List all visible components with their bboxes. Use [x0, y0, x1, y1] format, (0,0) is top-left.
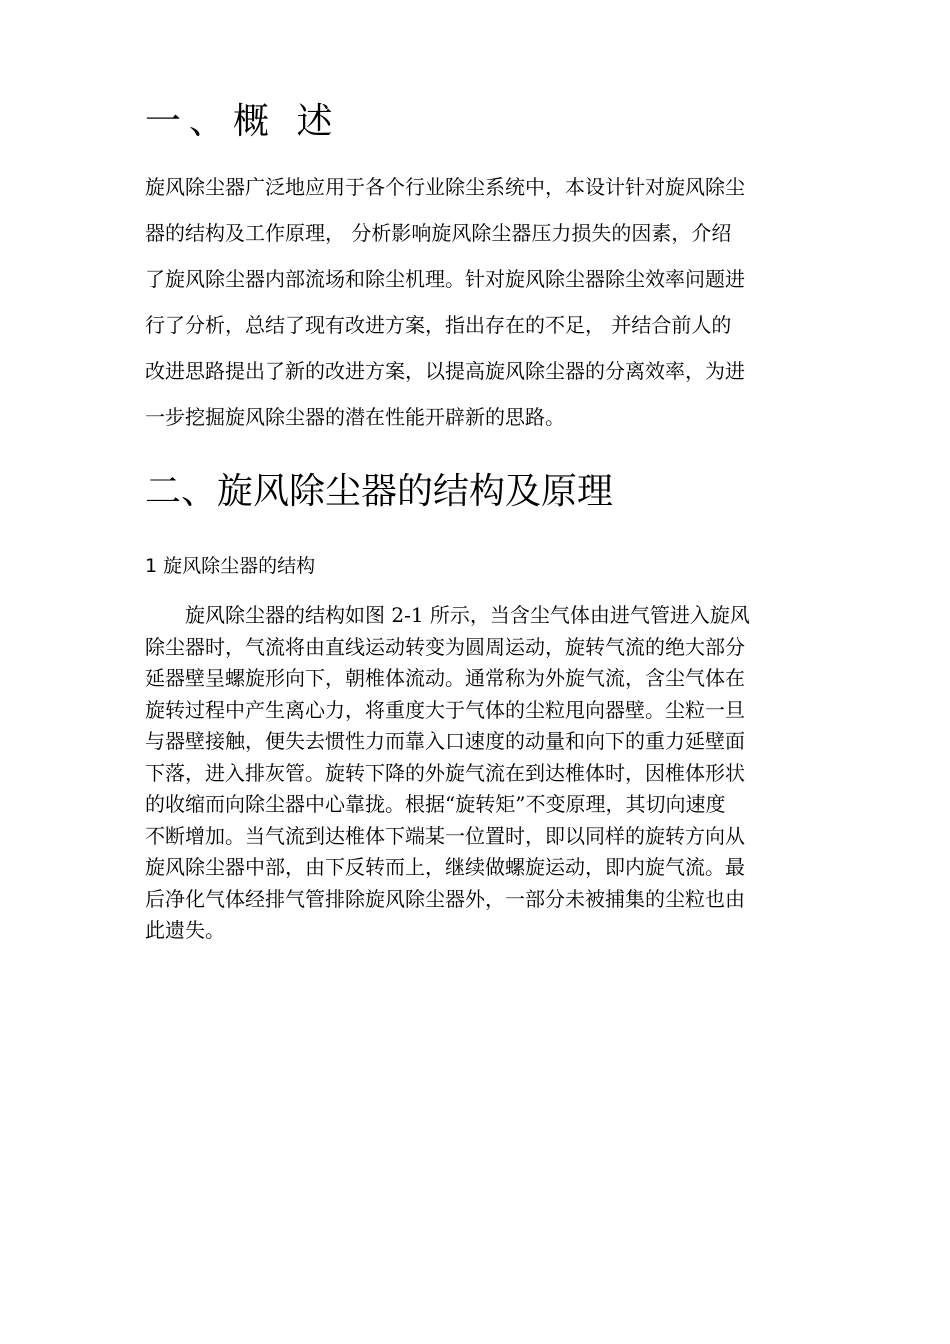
paragraph-line: 旋风除尘器广泛地应用于各个行业除尘系统中，本设计针对旋风除尘 — [145, 175, 745, 199]
section-heading-structure-principle: 二、旋风除尘器的结构及原理 — [145, 471, 614, 512]
paragraph-line: 与器壁接触，便失去惯性力而靠入口速度的动量和向下的重力延壁面 — [145, 729, 745, 753]
paragraph-line: 除尘器时，气流将由直线运动转变为圆周运动，旋转气流的绝大部分 — [145, 634, 745, 659]
paragraph-line: 了旋风除尘器内部流场和除尘机理。针对旋风除尘器除尘效率问题进 — [145, 267, 745, 291]
section-heading-overview: 一、概 述 — [145, 101, 341, 142]
structure-paragraph — [145, 600, 809, 947]
paragraph-line: 旋转过程中产生离心力，将重度大于气体的尘粒甩向器壁。尘粒一旦 — [145, 697, 745, 722]
paragraph-line: 的收缩而向除尘器中心靠拢。根据“旋转矩”不变原理，其切向速度 — [145, 792, 726, 816]
paragraph-line: 延器壁呈螺旋形向下，朝椎体流动。通常称为外旋气流，含尘气体在 — [145, 666, 745, 690]
subsection-heading-structure: 1 旋风除尘器的结构 — [145, 555, 316, 577]
paragraph-line: 后净化气体经排气管排除旋风除尘器外，一部分未被捕集的尘粒也由 — [145, 886, 745, 911]
paragraph-line: 改进思路提出了新的改进方案，以提高旋风除尘器的分离效率，为进 — [145, 359, 745, 383]
overview-paragraph — [145, 164, 809, 440]
paragraph-line: 一步挖掘旋风除尘器的潜在性能开辟新的思路。 — [145, 405, 565, 429]
paragraph-line: 此遗失。 — [145, 918, 225, 942]
paragraph-line: 旋风除尘器的结构如图 2-1 所示，当含尘气体由进气管进入旋风 — [145, 603, 750, 627]
paragraph-line: 下落，进入排灰管。旋转下降的外旋气流在到达椎体时，因椎体形状 — [145, 760, 745, 785]
paragraph-line: 器的结构及工作原理， 分析影响旋风除尘器压力损失的因素，介绍 — [145, 221, 732, 245]
paragraph-line: 旋风除尘器中部，由下反转而上，继续做螺旋运动，即内旋气流。最 — [145, 855, 745, 879]
paragraph-line: 不断增加。当气流到达椎体下端某一位置时，即以同样的旋转方向从 — [145, 823, 745, 848]
paragraph-line: 行了分析，总结了现有改进方案，指出存在的不足， 并结合前人的 — [145, 313, 732, 337]
